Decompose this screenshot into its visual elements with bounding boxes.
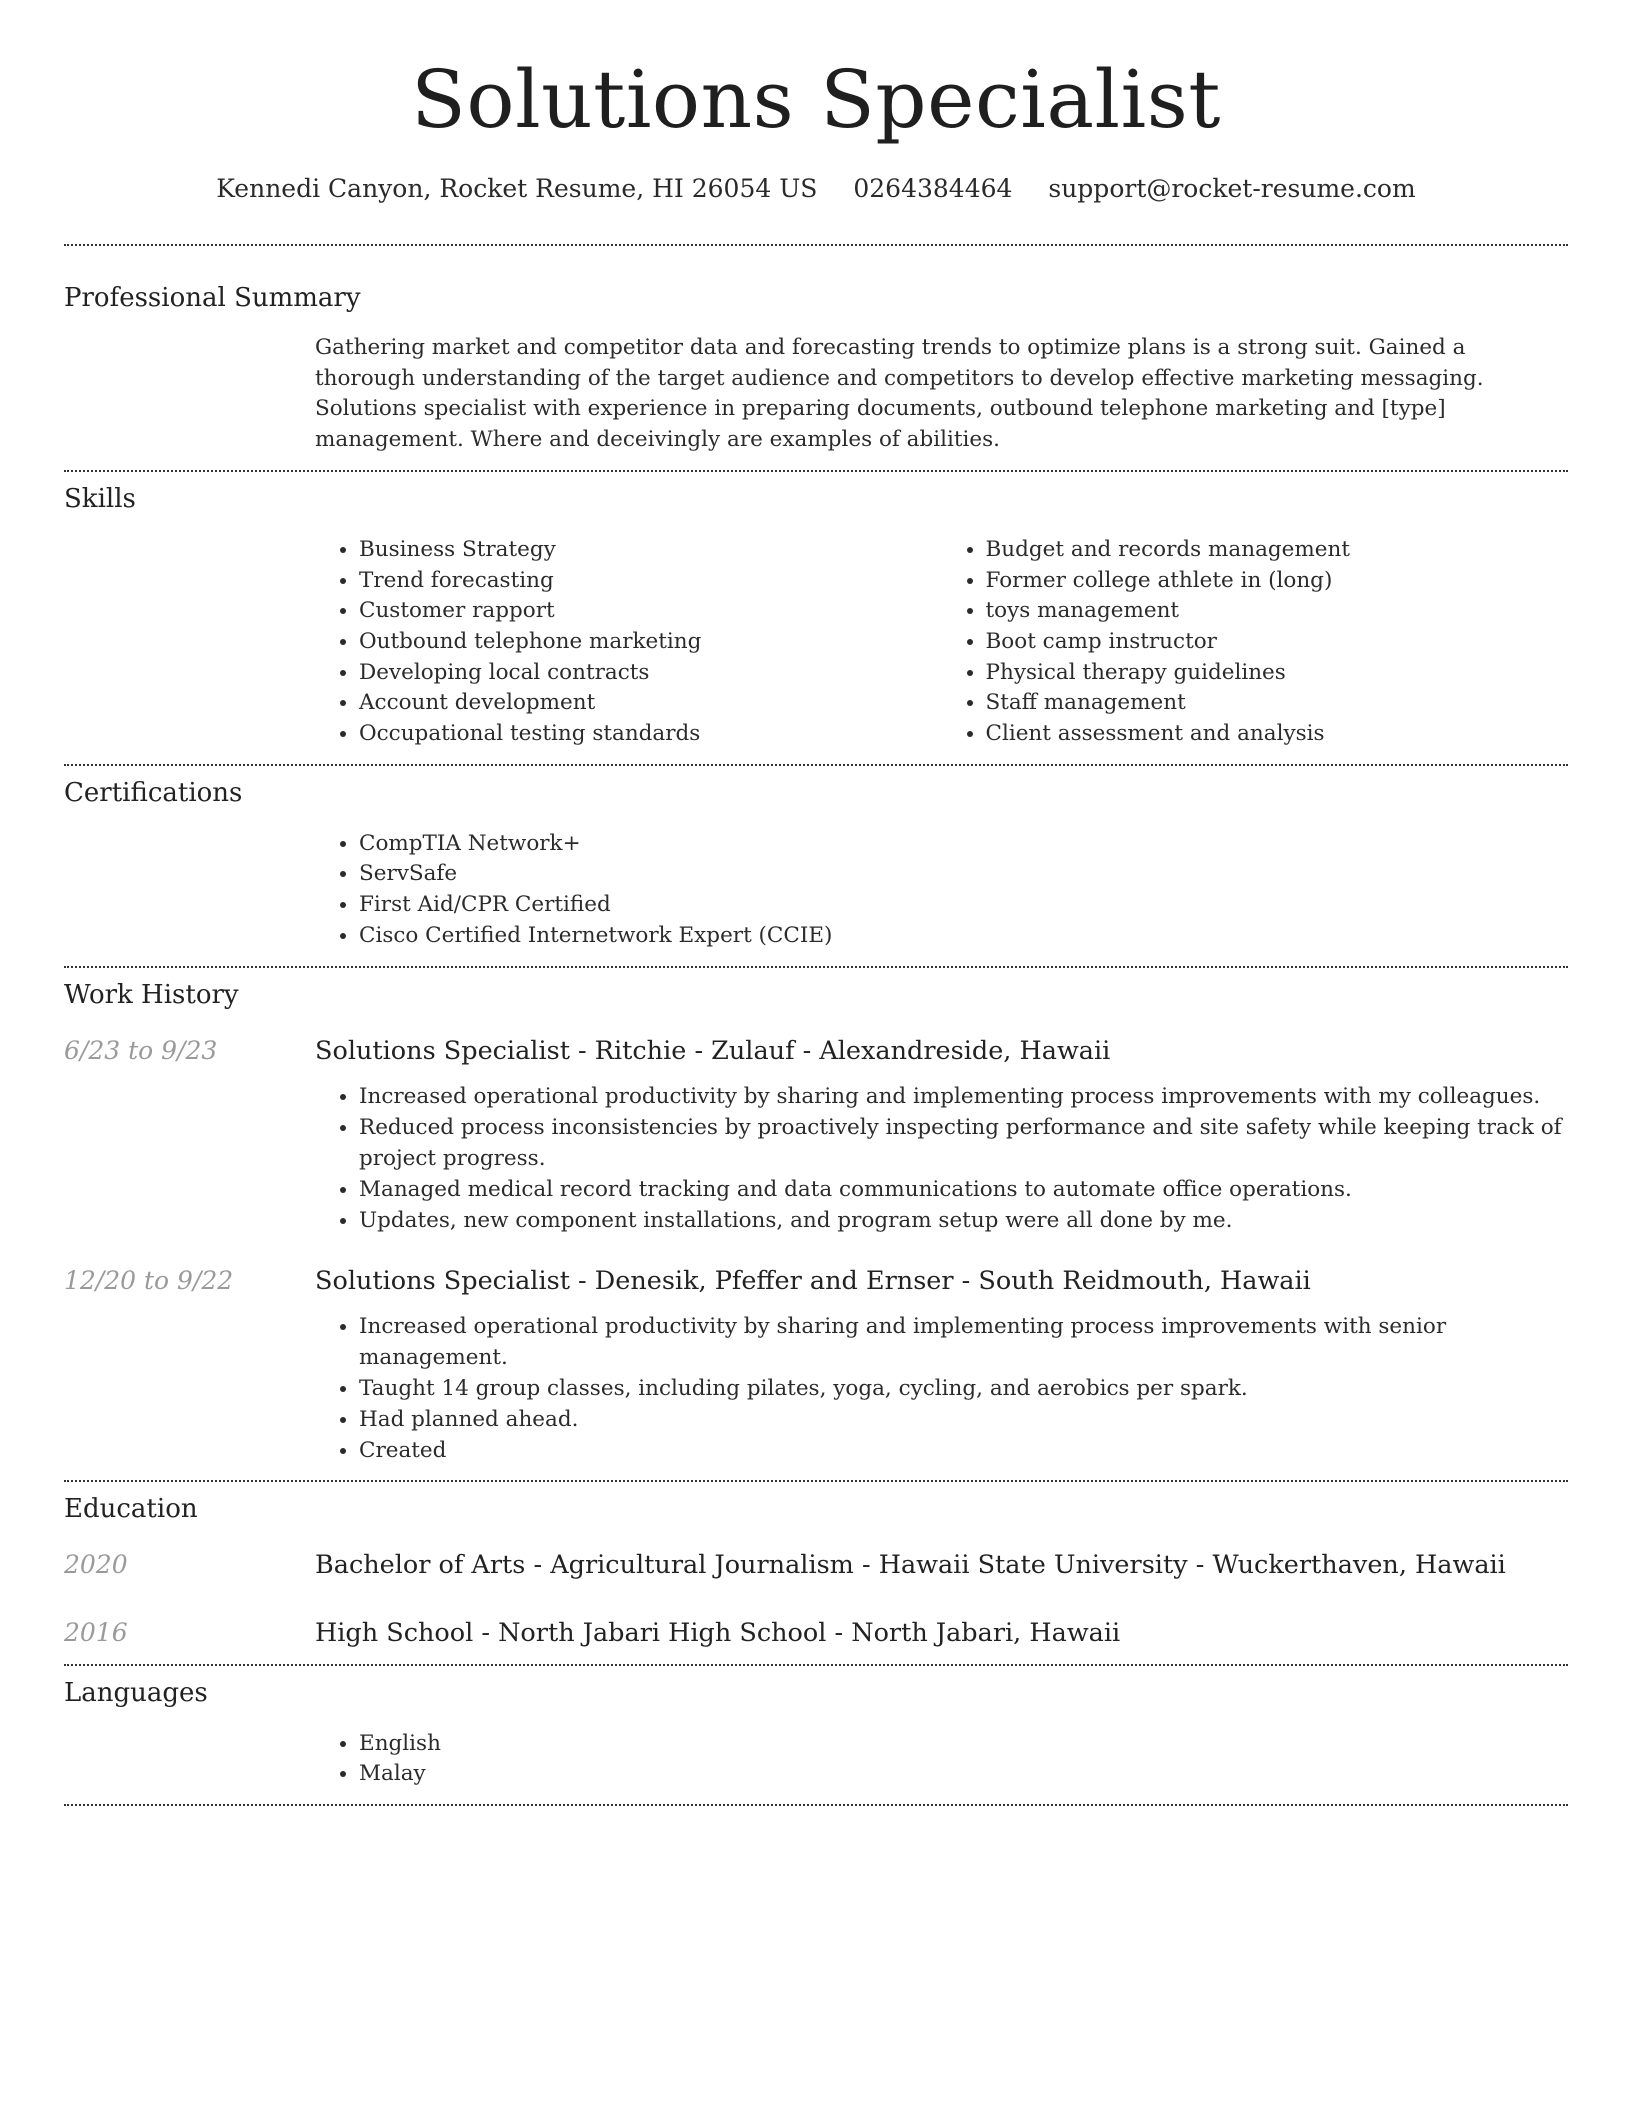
certification-item: • CompTIA Network+ (359, 829, 1568, 860)
certification-item: • First Aid/CPR Certified (359, 890, 1568, 921)
job-bullet: • Increased operational productivity by sharing and implementing process improvements with senior management. (359, 1311, 1568, 1373)
education-entry (64, 1548, 1568, 1582)
skill-item: • Staff management (986, 688, 1569, 719)
skill-item: • Budget and records management (986, 535, 1569, 566)
title-separator: - (569, 1265, 595, 1296)
education-school: Hawaii State University (878, 1549, 1188, 1580)
section-divider (64, 1804, 1568, 1806)
skills-list-right (942, 535, 1569, 750)
job-bullet: • Had planned ahead. (359, 1404, 1568, 1435)
title-separator: - (826, 1617, 852, 1648)
title-separator: - (569, 1035, 595, 1066)
job-bullet: • Updates, new component installations, and program setup were all done by me. (359, 1205, 1568, 1236)
title-separator: - (953, 1265, 979, 1296)
education-year: 2016 (64, 1617, 128, 1647)
education-title-line (315, 1548, 1506, 1582)
job-role: Solutions Specialist (315, 1265, 570, 1296)
contact-phone: 0264384464 (853, 174, 1013, 203)
skills-heading: Skills (64, 483, 136, 514)
job-bullet: • Taught 14 group classes, including pilates, yoga, cycling, and aerobics per spark. (359, 1373, 1568, 1404)
education-title-line (315, 1616, 1120, 1650)
job-company: Ritchie - Zulauf (594, 1035, 795, 1066)
resume-page (64, 0, 1568, 1806)
skill-item: • Boot camp instructor (986, 627, 1569, 658)
skill-item: • Customer rapport (359, 596, 942, 627)
skill-item: • Trend forecasting (359, 566, 942, 597)
job-title-line (315, 1034, 1110, 1068)
summary-heading: Professional Summary (64, 283, 361, 313)
job-dates: 6/23 to 9/23 (64, 1035, 218, 1065)
education-section (64, 1482, 1568, 1664)
certification-item: • ServSafe (359, 859, 1568, 890)
skill-item: • Account development (359, 688, 942, 719)
title-separator: - (794, 1035, 820, 1066)
summary-text: Gathering market and competitor data and forecasting trends to optimize plans is a strong suit. Gained a thorough understanding of the target audience and competitors to develop effective marketing messaging. Solutions specialist with experience in preparing documents, outbound telephone marketing and [type] management. Where and deceivingly are examples of abilities. (315, 335, 1484, 453)
skill-item: • Client assessment and analysis (986, 719, 1569, 750)
education-field: Agricultural Journalism (550, 1549, 854, 1580)
skills-grid (315, 535, 1568, 764)
certification-item: • Cisco Certified Internetwork Expert (CCIE) (359, 921, 1568, 952)
education-location: North Jabari, Hawaii (851, 1617, 1121, 1648)
contact-line (64, 172, 1568, 206)
skill-item: • Developing local contracts (359, 658, 942, 689)
languages-heading: Languages (64, 1677, 208, 1708)
work-history-section (64, 968, 1568, 1480)
languages-list (315, 1729, 1568, 1790)
job-bullets (315, 1081, 1568, 1236)
certifications-section (64, 766, 1568, 966)
title-separator: - (525, 1549, 551, 1580)
certifications-heading: Certifications (64, 777, 243, 808)
job-entry (64, 1264, 1568, 1480)
languages-block (315, 1729, 1568, 1804)
job-location: Alexandreside, Hawaii (819, 1035, 1111, 1066)
languages-section (64, 1666, 1568, 1804)
job-header (64, 1034, 1568, 1068)
job-bullet-list (315, 1311, 1568, 1466)
job-entry (64, 1034, 1568, 1236)
candidate-name: Solutions Specialist (411, 53, 1221, 146)
education-heading: Education (64, 1493, 198, 1524)
resume-header (64, 0, 1568, 206)
education-entry (64, 1616, 1568, 1664)
language-item: • Malay (359, 1759, 1568, 1790)
job-bullet: • Managed medical record tracking and data communications to automate office operations. (359, 1174, 1568, 1205)
skills-section (64, 472, 1568, 764)
education-degree: Bachelor of Arts (315, 1549, 526, 1580)
language-item: • English (359, 1729, 1568, 1760)
job-bullet: • Created (359, 1435, 1568, 1466)
skill-item: • Occupational testing standards (359, 719, 942, 750)
education-degree: High School (315, 1617, 474, 1648)
certifications-block (315, 829, 1568, 966)
job-bullets (315, 1311, 1568, 1480)
contact-email: support@rocket-resume.com (1048, 174, 1416, 203)
skill-item: • toys management (986, 596, 1569, 627)
summary-section (64, 246, 1568, 470)
job-title-line (315, 1264, 1311, 1298)
title-separator: - (1187, 1549, 1213, 1580)
job-bullet-list (315, 1081, 1568, 1236)
job-company: Denesik, Pfeffer and Ernser (594, 1265, 954, 1296)
job-bullet: • Reduced process inconsistencies by proactively inspecting performance and site safety while keeping track of project progress. (359, 1112, 1568, 1174)
job-dates: 12/20 to 9/22 (64, 1265, 234, 1295)
skills-list-left (315, 535, 942, 750)
education-year: 2020 (64, 1549, 128, 1579)
education-school: North Jabari High School (498, 1617, 827, 1648)
job-location: South Reidmouth, Hawaii (978, 1265, 1311, 1296)
job-role: Solutions Specialist (315, 1035, 570, 1066)
title-separator: - (853, 1549, 879, 1580)
skill-item: • Former college athlete in (long) (986, 566, 1569, 597)
skill-item: • Outbound telephone marketing (359, 627, 942, 658)
skill-item: • Business Strategy (359, 535, 942, 566)
job-bullet: • Increased operational productivity by sharing and implementing process improvements with my colleagues. (359, 1081, 1568, 1112)
job-header (64, 1264, 1568, 1298)
contact-address: Kennedi Canyon, Rocket Resume, HI 26054 US (216, 174, 818, 203)
education-location: Wuckerthaven, Hawaii (1212, 1549, 1506, 1580)
certifications-list (315, 829, 1568, 952)
title-separator: - (473, 1617, 499, 1648)
work-history-heading: Work History (64, 979, 239, 1010)
skill-item: • Physical therapy guidelines (986, 658, 1569, 689)
